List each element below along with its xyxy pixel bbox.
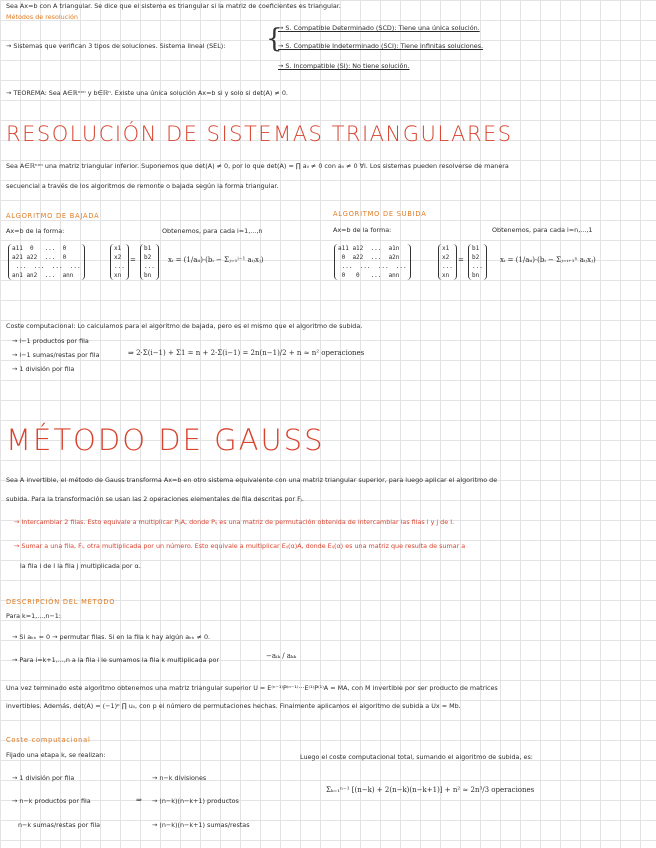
case-sci: → S. Compatible Indeterminado (SCI): Tiene infinitas soluciones. (278, 42, 484, 50)
lower-matrix: a11 0 ... 0 a21 a22 ... 0 ... ... ... ... an1 an2 ... ann (8, 244, 85, 280)
operation-swap (14, 518, 454, 527)
methods-subtitle: Métodos de resolución (6, 13, 78, 21)
algo-subida-title: ALGORITMO DE SUBIDA (333, 210, 427, 218)
algo-bajada-title: ALGORITMO DE BAJADA (6, 212, 100, 220)
s1-paragraph-line2: secuencial a través de los algoritmos de remonte o bajada según la forma triangular. (6, 182, 279, 190)
implies-arrow: ⇒ (136, 796, 142, 804)
upper-x-vector: x1 x2 ... xn (438, 244, 457, 280)
operation-add (14, 542, 465, 551)
theorem: → TEOREMA: Sea A∈ℝⁿˣⁿ y b∈ℝⁿ. Existe una única solución Ax=b si y solo si det(A) ≠ 0. (6, 89, 288, 97)
gauss-cost-item: → n−k productos por fila (12, 797, 91, 805)
bajada-formula: xᵢ = (1/aᵢᵢ)·(bᵢ − Σⱼ₌₁ⁱ⁻¹ aᵢⱼxⱼ) (168, 256, 264, 264)
section-title-triangular: RESOLUCIÓN DE SISTEMAS TRIANGULARES (6, 122, 513, 146)
cost-formula: ⇒ 2·Σ(i−1) + Σ1 = n + 2·Σ(i−1) = 2n(n−1)/2 + n ≈ n² operaciones (128, 349, 365, 357)
gauss-cost-item: n−k sumas/restas por fila (18, 821, 101, 829)
elim-factor: −aᵢₖ / aₖₖ (266, 652, 297, 660)
section-title-gauss: MÉTODO DE GAUSS (6, 423, 325, 457)
subida-formula: xᵢ = (1/aᵢᵢ)·(bᵢ − Σⱼ₌ᵢ₊₁ⁿ aᵢⱼxⱼ) (500, 256, 596, 264)
case-si: → S. Incompatible (SI): No tiene solución. (278, 62, 410, 70)
gauss-paragraph-line2: subida. Para la transformación se usan las 2 operaciones elementales de fila descritas por Fⱼ. (6, 495, 304, 503)
equals-sign: = (458, 256, 464, 264)
desc-for: Para k=1,...,n−1: (6, 612, 61, 620)
cost-item: → i−1 productos por fila (12, 337, 89, 345)
desc-step-pivot: → Si aₖₖ = 0 → permutar filas. Si en la fila k hay algún aₖₖ ≠ 0. (12, 633, 211, 641)
gauss-result-line2: invertibles. Además, det(A) = (−1)ᵖ ∏ uᵢᵢ, con p el número de permutaciones hechas. Finalmente aplicamos el algoritmo de subida a Ux = Mb. (6, 702, 461, 710)
algo-subida-form: Ax=b de la forma: (333, 226, 392, 234)
operation-swap-text: → Intercambiar 2 filas. Esto equivale a multiplicar PᵢⱼA, donde Pᵢⱼ es una matriz de permutación obtenida de intercambiar las filas i y j de I. (14, 518, 455, 526)
gauss-cost-lead: Fijado una etapa k, se realizan: (6, 751, 106, 759)
lower-b-vector: b1 b2 ... bn (140, 244, 159, 280)
cost-item: → i−1 sumas/restas por fila (12, 351, 100, 359)
gauss-cost-total-item: → n−k divisiones (152, 774, 207, 782)
gauss-paragraph-line1: Sea A invertible, el método de Gauss transforma Ax=b en otro sistema equivalente con una matriz triangular superior, para luego aplicar el algoritmo de (6, 476, 498, 484)
algo-bajada-form: Ax=b de la forma: (6, 227, 65, 235)
upper-matrix: a11 a12 ... a1n 0 a22 ... a2n ... ... ... ... 0 0 ... ann (334, 244, 411, 280)
gauss-cost-total-item: → (n−k)(n−k+1) productos (152, 797, 239, 805)
desc-title: DESCRIPCIÓN DEL MÉTODO (6, 598, 116, 606)
algo-subida-solve: Obtenemos, para cada i=n,...,1 (492, 226, 593, 234)
s1-paragraph-line1: Sea A∈ℝⁿˣⁿ una matriz triangular inferior. Suponemos que det(A) ≠ 0, por lo que det(A) = ∏ aᵢᵢ ≠ 0 con aᵢᵢ ≠ 0 ∀i. Los sistemas pueden resolverse de manera (6, 162, 509, 170)
desc-step-elim: → Para i=k+1,...,n a la fila i le sumamos la fila k multiplicada por (12, 656, 220, 664)
gauss-total-formula: Σₖ₌₁ⁿ⁻¹ [(n−k) + 2(n−k)(n−k+1)] + n² ≈ 2n³/3 operaciones (326, 786, 535, 794)
lower-x-vector: x1 x2 ... xn (110, 244, 129, 280)
brace-symbol: { (266, 24, 283, 54)
intro-statement: Sea Ax=b con A triangular. Se dice que el sistema es triangular si la matriz de coeficientes es triangular. (6, 2, 341, 10)
cost-lead: Coste computacional: Lo calculamos para el algoritmo de bajada, pero es el mismo que el algoritmo de subida. (6, 322, 363, 330)
gauss-cost-title: Coste computacional (6, 736, 91, 744)
case-scd: → S. Compatible Determinado (SCD): Tiene una única solución. (278, 24, 480, 32)
gauss-total-lead: Luego el coste computacional total, sumando el algoritmo de subida, es: (300, 753, 533, 761)
algo-bajada-solve: Obtenemos, para cada i=1,...,n (162, 227, 263, 235)
upper-b-vector: b1 b2 ... bn (468, 244, 487, 280)
operation-add-text: → Sumar a una fila, Fᵢ, otra multiplicada por un número. Esto equivale a multiplicar Eᵢⱼ(α)A, donde Eᵢⱼ(α) es una matriz que resulta de sumar a (14, 542, 466, 550)
cost-item: → 1 división por fila (12, 365, 75, 373)
classify-lead: → Sistemas que verifican 3 tipos de soluciones. Sistema lineal (SEL): (6, 42, 226, 50)
gauss-result-line1: Una vez terminado este algoritmo obtenemos una matriz triangular superior U = E⁽ⁿ⁻¹⁾P⁽ⁿ⁻¹⁾···E⁽¹⁾P⁽¹⁾A = MA, con M invertible por ser producto de matrices (6, 684, 498, 692)
gauss-cost-item: → 1 división por fila (12, 774, 75, 782)
gauss-cost-total-item: → (n−k)(n−k+1) sumas/restas (152, 821, 250, 829)
equals-sign: = (130, 256, 136, 264)
operation-add-cont: la fila i de I la fila j multiplicada por α. (20, 562, 141, 570)
